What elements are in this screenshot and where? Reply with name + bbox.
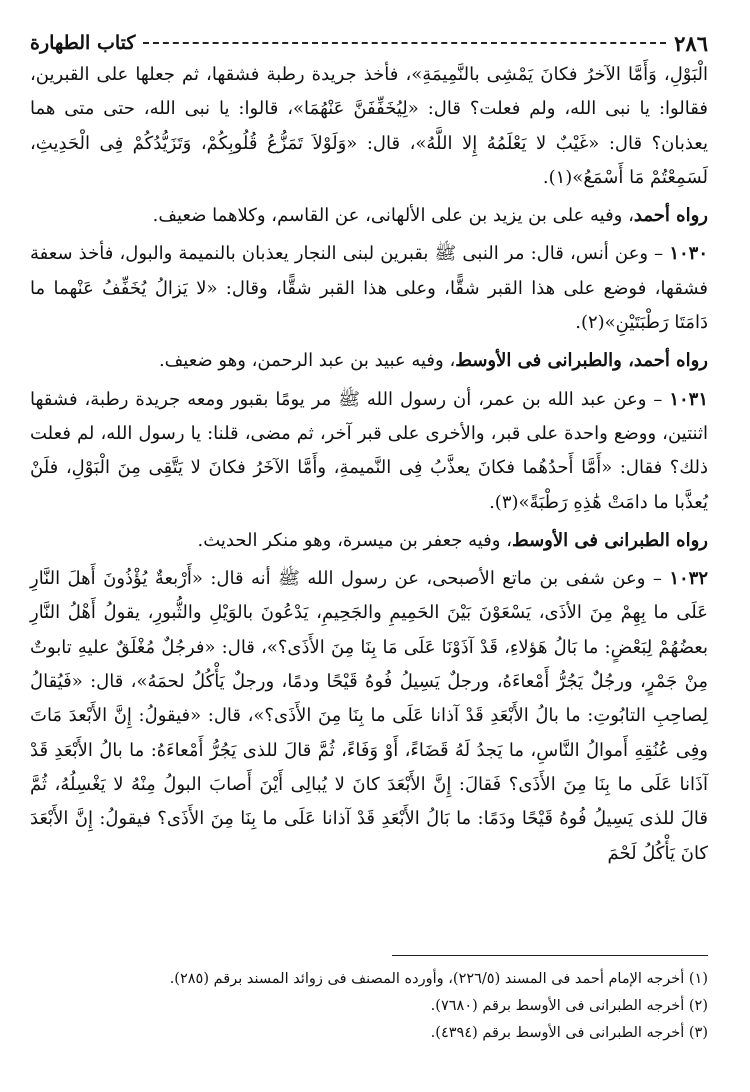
paragraph: الْبَوْلِ، وَأَمَّا الآخرُ فكانَ يَمْشِى بالنَّمِيمَةِ»، فأخذ جريدة رطبة فشقها، ثم جعلها على القبرين، فقالوا: يا نبى الله، ولم فعلت؟ قال: «لِيُخَفِّفَنَّ عَنْهُمَا»، قالوا: يا نبى الله، حتى متى هما يعذبان؟ قال: «غَيْبٌ لا يَعْلَمُهُ إِلا اللَّهُ»، قال: «وَلَوْلاَ تَمَزُّعُ قُلُوبِكُمْ، وَتَزَيُّدُكُمْ فِى الْحَدِيثِ، لَسَمِعْتُمْ مَا أَسْمَعُ»(١). [30,64,708,188]
book-title: كتاب الطهارة [30,32,136,54]
bold-lead: ١٠٣١ [669,388,708,410]
footnote: (٣) أخرجه الطبرانى فى الأوسط برقم (٤٣٩٤). [430,1025,708,1041]
page-number: ٢٨٦ [674,30,708,56]
hadith-paragraph [30,237,708,340]
header-dashed-rule [143,42,666,44]
footnote-divider [392,955,708,956]
bold-lead: ١٠٣٠ [669,243,708,265]
source-note [30,344,708,378]
main-text [30,58,708,871]
paragraph-text: ، وفيه جعفر بن ميسرة، وهو منكر الحديث. [197,529,513,551]
paragraph-text: – وعن أنس، قال: مر النبى ﷺ بقبرين لبنى النجار يعذبان بالنميمة والبول، فأخذ سعفة فشقها، فوضع على هذا القبر شقًّا، وعلى هذا القبر شقًّا، وقال: «لا يَزالُ يُخَفِّفُ عَنْهما ما دَامَتَا رَطْبَتَيْنِ»(٢). [30,243,708,334]
hadith-paragraph [30,562,708,871]
bold-lead: رواه الطبرانى فى الأوسط [512,529,708,551]
bold-lead: رواه أحمد [633,205,708,227]
footnote: (١) أخرجه الإمام أحمد فى المسند (٢٢٦/٥)، وأورده المصنف فى زوائد المسند برقم (٢٨٥). [169,971,708,987]
bold-lead: ١٠٣٢ [669,568,708,590]
paragraph-text: ، وفيه عبيد بن عبد الرحمن، وهو ضعيف. [158,350,456,372]
footnote: (٢) أخرجه الطبرانى فى الأوسط برقم (٧٦٨٠). [430,998,708,1014]
paragraph-text: ، وفيه على بن يزيد بن على الألهانى، عن القاسم، وكلاهما ضعيف. [152,205,634,227]
hadith-paragraph [30,383,708,520]
paragraph-text: – وعن شفى بن ماتع الأصبحى، عن رسول الله ﷺ أنه قال: «أَرْبعةٌ يُؤْذُونَ أَهلَ النَّارِ عَلَى ما بِهِمْ مِنَ الأذَى، يَسْعَوْنَ بَيْنَ الحَمِيمِ والجَحِيمِ، يَدْعُونَ بالوَيْلِ والثُّبورِ، يقولُ أَهْلُ النَّارِ بعضُهُمْ لِبَعْضٍ: ما بَالُ هَؤلاءِ، قَدْ آذَوْنَا عَلَى مَا بِنَا مِنَ الأَذَى؟»، قال: «فرجُلٌ مُغْلَقٌ عليهِ تابوتٌ مِنْ جَمْرٍ، ورجُلٌ يَجُرُّ أَمْعاءَهُ، ورجلٌ يَسِيلُ فُوهُ قَيْحًا ودمًا، ورجلٌ يَأْكُلُ لحمَهُ»، قال: «فَيُقالُ لِصاحِبِ التابُوتِ: ما بالُ الأَبْعَدِ قَدْ آذانا عَلَى ما بِنَا مِنَ الأَذَى؟»، قال: «فيقولُ: إِنَّ الأَبْعدَ مَاتَ وفِى عُنُقِهِ أَموالُ النَّاسِ، ما يَجدُ لَهُ قَضَاءً، أَوْ وَفَاءً، ثُمَّ قالَ للذى يَجُرُّ أَمْعاءَهُ: ما بالُ الأَبْعَدِ قَدْ آذَانا عَلَى ما بِنَا مِنَ الأَذَى؟ فَقالَ: إِنَّ الأَبْعَدَ كانَ لا يُبالِى أَيْنَ أَصابَ البولُ مِنْهُ لا يَغْسِلُهُ، ثُمَّ قالَ للذى يَسِيلُ فُوهُ قَيْحًا ودَمًا: ما بَالُ الأَبْعَدِ قَدْ آذانا عَلَى ما بِنَا مِنَ الأَذَى؟ فيقولُ: إِنَّ الأَبْعَدَ كانَ يَأْكُلُ لَحْمَ [30,568,708,864]
footnotes [30,966,708,1047]
page-header [30,28,708,58]
bold-lead: رواه أحمد، والطبرانى فى الأوسط [455,350,708,372]
source-note [30,524,708,558]
source-note [30,199,708,233]
paragraph-text: – وعن عبد الله بن عمر، أن رسول الله ﷺ مر يومًا بقبور ومعه جريدة رطبة، فشقها اثنتين، ووضع واحدة على قبر، والأخرى على قبر آخر، ثم مضى، قلنا: يا رسول الله، لم فعلت ذلك؟ فقال: «أَمَّا أَحدُهُما فكانَ يعذَّبُ فِى النَّميمةِ، وأَمَّا الآخَرُ فكانَ لا يَتَّقِى مِنَ الْبَوْلِ، فلَنْ يُعذَّبا ما دامَتْ هَٰذِهِ رَطْبَةً»(٣). [30,388,709,513]
